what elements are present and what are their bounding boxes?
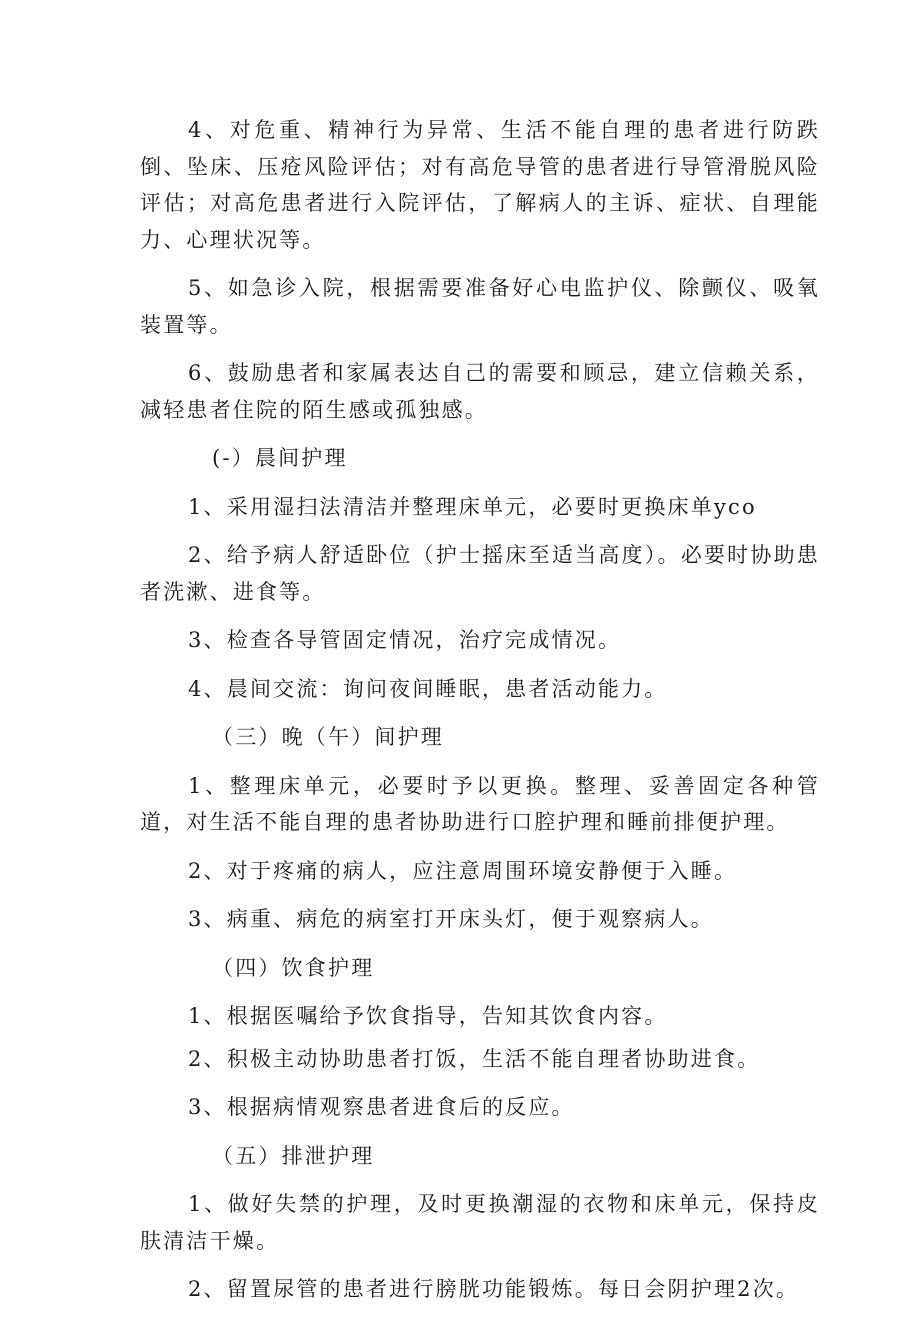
section-heading-diet-care: （四）饮食护理 bbox=[212, 955, 375, 980]
paragraph-emergency-admission: 5、如急诊入院，根据需要准备好心电监护仪、除颤仪、吸氧装置等。 bbox=[140, 276, 820, 337]
section-heading-morning-care: (-）晨间护理 bbox=[212, 446, 348, 470]
section-heading-evening-care: （三）晚（午）间护理 bbox=[212, 725, 444, 749]
paragraph-evening-care-2: 2、对于疼痛的病人，应注意周围环境安静便于入睡。 bbox=[188, 858, 738, 883]
paragraph-risk-assessment: 4、对危重、精神行为异常、生活不能自理的患者进行防跌倒、坠床、压疮风险评估；对有高危导管的患者进行导管滑脱风险评估；对高危患者进行入院评估，了解病人的主诉、症状、自理能力、心理状况等。 bbox=[140, 118, 820, 252]
paragraph-diet-care-1: 1、根据医嘱给予饮食指导，告知其饮食内容。 bbox=[188, 1004, 668, 1028]
paragraph-evening-care-1: 1、整理床单元，必要时予以更换。整理、妥善固定各种管道，对生活不能自理的患者协助进行口腔护理和睡前排便护理。 bbox=[140, 773, 820, 834]
paragraph-morning-care-4: 4、晨间交流：询问夜间睡眠，患者活动能力。 bbox=[188, 676, 668, 701]
paragraph-encourage-patients: 6、鼓励患者和家属表达自己的需要和顾忌，建立信赖关系，减轻患者住院的陌生感或孤独感。 bbox=[140, 361, 820, 422]
paragraph-diet-care-3: 3、根据病情观察患者进食后的反应。 bbox=[188, 1095, 575, 1119]
paragraph-evening-care-3: 3、病重、病危的病室打开床头灯，便于观察病人。 bbox=[188, 907, 714, 931]
paragraph-morning-care-3: 3、检查各导管固定情况，治疗完成情况。 bbox=[188, 628, 622, 652]
section-heading-excretion-care: （五）排泄护理 bbox=[212, 1143, 375, 1168]
paragraph-morning-care-2: 2、给予病人舒适卧位（护士摇床至适当高度）。必要时协助患者洗漱、进食等。 bbox=[140, 543, 820, 604]
paragraph-diet-care-2: 2、积极主动协助患者打饭，生活不能自理者协助进食。 bbox=[188, 1046, 761, 1071]
document-body bbox=[140, 112, 820, 1320]
paragraph-excretion-care-2: 2、留置尿管的患者进行膀胱功能锻炼。每日会阴护理2次。 bbox=[188, 1277, 800, 1301]
paragraph-excretion-care-1: 1、做好失禁的护理，及时更换潮湿的衣物和床单元，保持皮肤清洁干燥。 bbox=[140, 1192, 820, 1253]
paragraph-morning-care-1: 1、采用湿扫法清洁并整理床单元，必要时更换床单yco bbox=[188, 494, 757, 519]
